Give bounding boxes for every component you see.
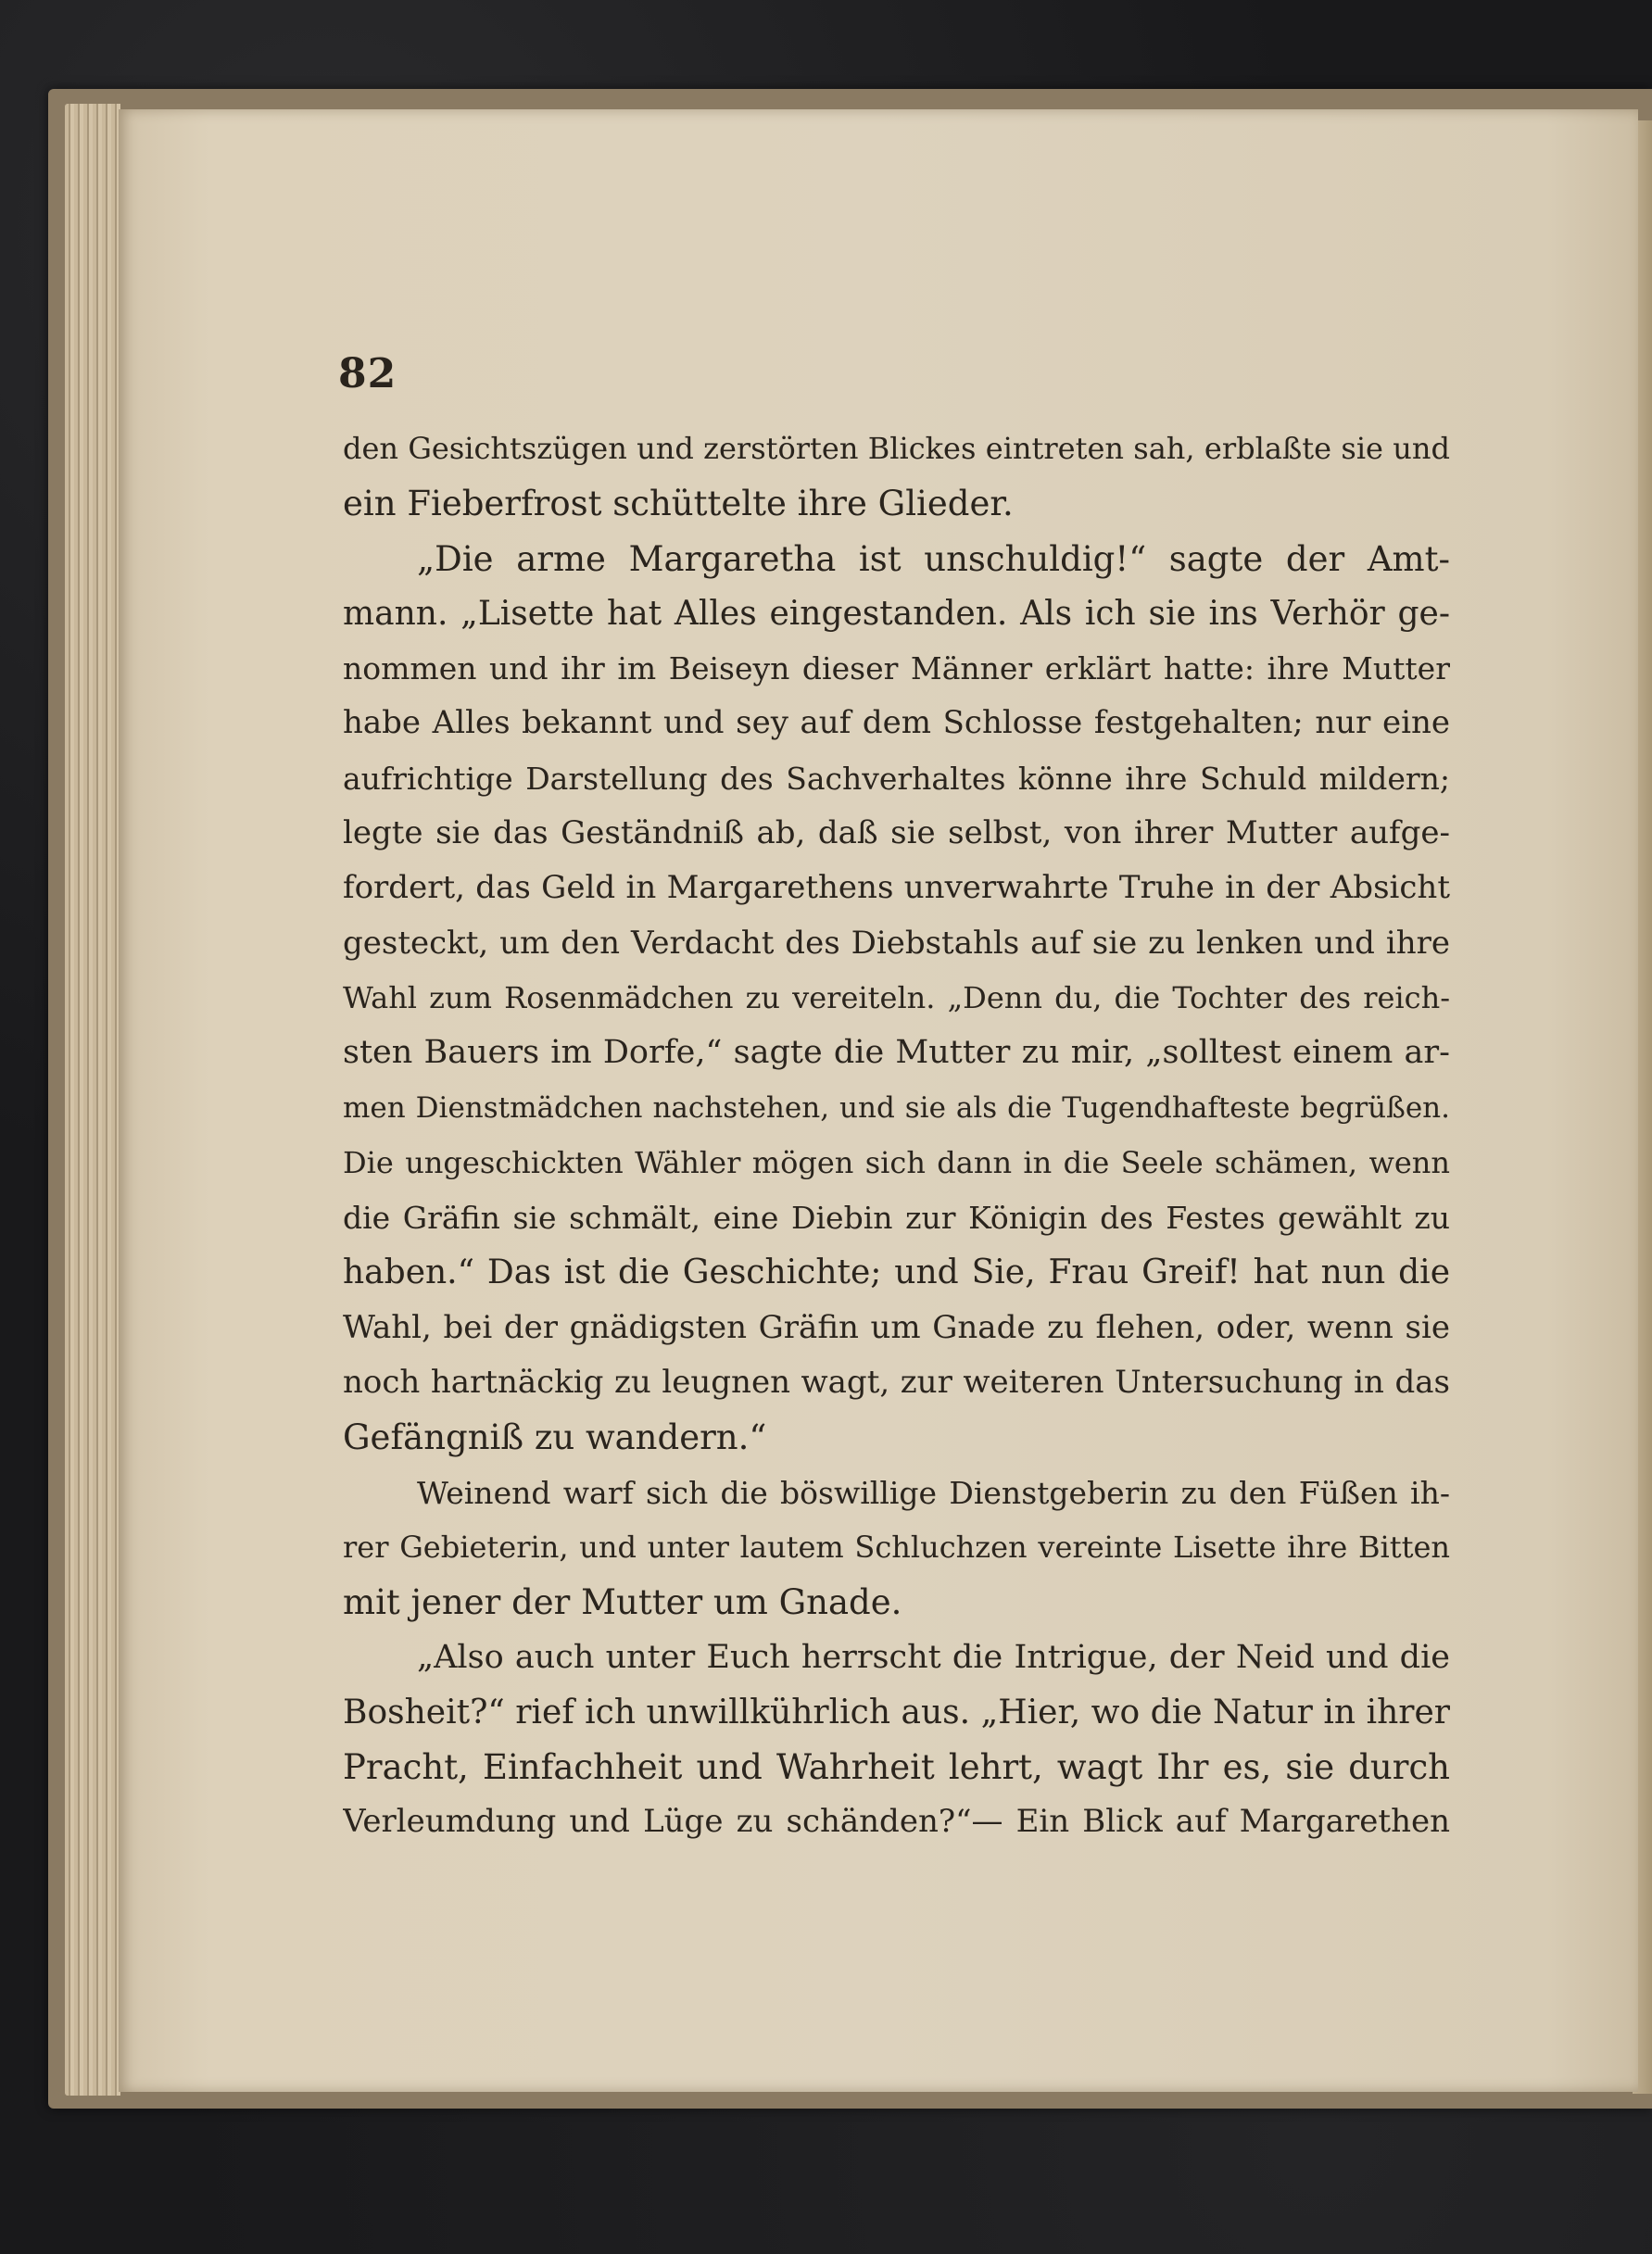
page-number: 82 <box>338 350 397 397</box>
text-line: gesteckt, um den Verdacht des Diebstahls auf sie zu lenken und ihre <box>343 924 1450 962</box>
text-line: mit jener der Mutter um Gnade. <box>343 1582 902 1623</box>
text-line: Wahl zum Rosenmädchen zu vereiteln. „Denn du, die Tochter des reich- <box>343 979 1450 1015</box>
text-line: Gefängniß zu wandern.“ <box>343 1417 767 1458</box>
text-line: Weinend warf sich die böswillige Dienstgeberin zu den Füßen ih- <box>417 1474 1450 1511</box>
text-line: mann. „Lisette hat Alles eingestanden. Als ich sie ins Verhör ge- <box>343 594 1450 633</box>
text-line: fordert, das Geld in Margarethens unverwahrte Truhe in der Absicht <box>343 869 1450 907</box>
page-block-edges <box>65 104 120 2096</box>
text-line: sten Bauers im Dorfe,“ sagte die Mutter zu mir, „solltest einem ar- <box>343 1034 1450 1072</box>
text-line: „Die arme Margaretha ist unschuldig!“ sagte der Amt- <box>417 538 1450 579</box>
text-line: noch hartnäckig zu leugnen wagt, zur weiteren Untersuchung in das <box>343 1364 1450 1402</box>
text-line: Die ungeschickten Wähler mögen sich dann in die Seele schämen, wenn <box>343 1144 1450 1180</box>
text-line: men Dienstmädchen nachstehen, und sie als die Tugendhafteste begrüßen. <box>343 1090 1450 1125</box>
text-line: Verleumdung und Lüge zu schänden?“— Ein Blick auf Margarethen <box>343 1803 1450 1841</box>
text-line: den Gesichtszügen und zerstörten Blickes eintreten sah, erblaßte sie und <box>343 431 1450 466</box>
text-line: legte sie das Geständniß ab, daß sie selbst, von ihrer Mutter aufge- <box>343 814 1450 852</box>
text-line: rer Gebieterin, und unter lautem Schluchzen vereinte Lisette ihre Bitten <box>343 1529 1450 1565</box>
text-line: Bosheit?“ rief ich unwillkührlich aus. „Hier, wo die Natur in ihrer <box>343 1693 1450 1731</box>
text-line: „Also auch unter Euch herrscht die Intrigue, der Neid und die <box>417 1638 1450 1676</box>
text-line: ein Fieberfrost schüttelte ihre Glieder. <box>343 484 1014 524</box>
text-line: Pracht, Einfachheit und Wahrheit lehrt, wagt Ihr es, sie durch <box>343 1747 1450 1788</box>
text-line: habe Alles bekannt und sey auf dem Schlosse festgehalten; nur eine <box>343 704 1450 742</box>
text-line: nommen und ihr im Beiseyn dieser Männer erklärt hatte: ihre Mutter <box>343 650 1450 687</box>
text-line: Wahl, bei der gnädigsten Gräfin um Gnade zu flehen, oder, wenn sie <box>343 1308 1450 1346</box>
text-line: haben.“ Das ist die Geschichte; und Sie, Frau Greif! hat nun die <box>343 1253 1450 1292</box>
text-line: die Gräfin sie schmält, eine Diebin zur Königin des Festes gewählt zu <box>343 1200 1450 1237</box>
body-text <box>343 422 1450 1850</box>
text-line: aufrichtige Darstellung des Sachverhaltes könne ihre Schuld mildern; <box>343 760 1450 797</box>
